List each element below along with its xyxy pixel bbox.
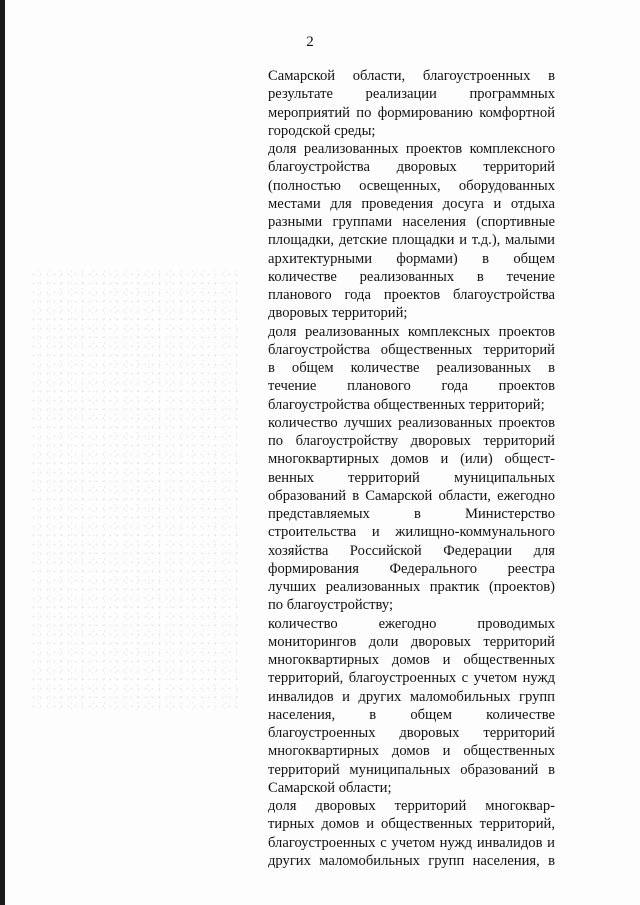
text-line: многоквартирных домов и общественных <box>268 652 555 668</box>
text-line: по благоустройству; <box>268 597 394 614</box>
text-line: планового года проектов благоустройства <box>268 287 555 303</box>
scan-noise <box>30 270 240 710</box>
text-line: городской среды; <box>268 122 376 139</box>
scan-left-edge <box>0 0 5 905</box>
text-line: территорий, благоустроенных с учетом нужд <box>268 670 555 687</box>
text-line: формирования Федерального реестра <box>268 560 555 577</box>
text-line: территорий муниципальных образований в <box>268 761 555 778</box>
body-text <box>268 67 555 870</box>
text-line: образований в Самарской области, ежегодно <box>268 487 555 504</box>
text-line: представляемых в Министерство <box>268 506 555 522</box>
text-line: доля дворовых территорий многоквар- <box>268 798 555 814</box>
text-line: местами для проведения досуга и отдыха <box>268 195 555 212</box>
text-line: архитектурными формами) в общем <box>268 250 555 267</box>
text-line: мероприятий по формированию комфортной <box>268 104 555 121</box>
text-line: разными группами населения (спортивные <box>268 214 555 230</box>
text-line: благоустройства общественных территорий; <box>268 396 545 413</box>
text-line: других маломобильных групп населения, в <box>268 852 555 869</box>
text-line: благоустроенных дворовых территорий <box>268 725 555 741</box>
text-line: результате реализации программных <box>268 86 555 103</box>
text-line: Самарской области; <box>268 779 392 796</box>
text-line: по благоустройству дворовых территорий <box>268 433 555 449</box>
text-line: хозяйства Российской Федерации для <box>268 542 555 559</box>
text-line: дворовых территорий; <box>268 305 408 322</box>
text-line: количестве реализованных в течение <box>268 268 555 285</box>
text-line: количество ежегодно проводимых <box>268 615 555 632</box>
text-line: площадки, детские площадки и т.д.), малыми <box>268 232 555 249</box>
text-line: доля реализованных комплексных проектов <box>268 323 555 340</box>
text-line: благоустройства дворовых территорий <box>268 159 555 176</box>
text-line: благоустройства общественных территорий <box>268 341 555 358</box>
text-line: течение планового года проектов <box>268 378 555 395</box>
text-line: количество лучших реализованных проектов <box>268 414 555 431</box>
text-line: Самарской области, благоустроенных в <box>268 68 555 84</box>
text-line: инвалидов и других маломобильных групп <box>268 688 555 705</box>
text-line: строительства и жилищно-коммунального <box>268 524 555 541</box>
text-line: доля реализованных проектов комплексного <box>268 141 555 157</box>
text-line: многоквартирных домов и (или) общест- <box>268 451 555 468</box>
text-line: тирных домов и общественных территорий, <box>268 816 555 833</box>
page-number: 2 <box>306 34 314 50</box>
text-line: лучших реализованных практик (проектов) <box>268 579 555 595</box>
text-line: многоквартирных домов и общественных <box>268 743 555 760</box>
text-line: населения, в общем количестве <box>268 706 555 723</box>
text-line: благоустроенных с учетом нужд инвалидов и <box>268 834 555 851</box>
text-line: венных территорий муниципальных <box>268 469 555 486</box>
text-line: (полностью освещенных, оборудованных <box>268 177 555 194</box>
text-line: в общем количестве реализованных в <box>268 360 555 376</box>
text-line: мониторингов доли дворовых территорий <box>268 633 555 650</box>
